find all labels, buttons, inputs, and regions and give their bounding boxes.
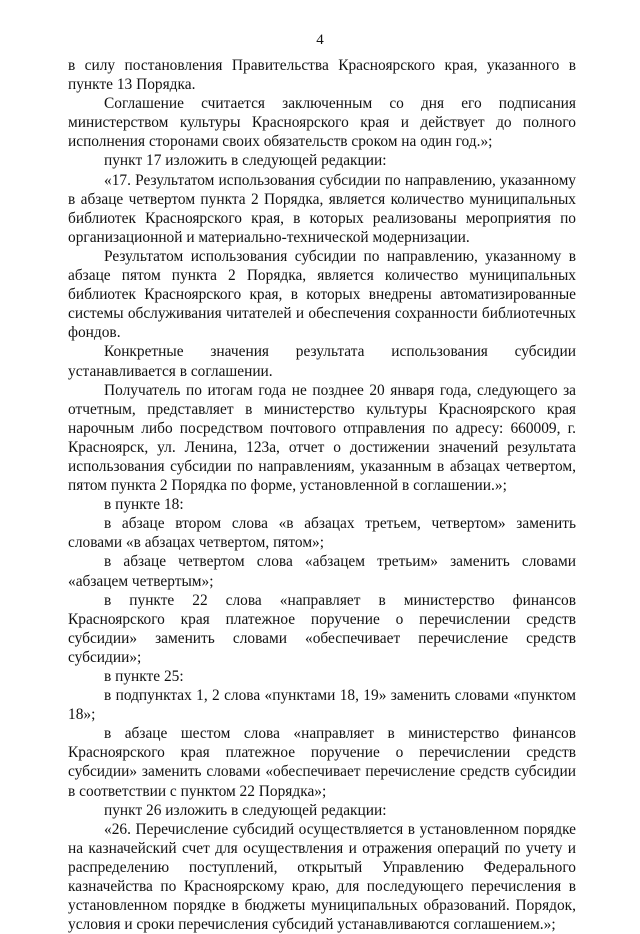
paragraph: в пункте 22 слова «направляет в министерство финансов Красноярского края платежное поручение о перечислении средств субсидии» заменить словами «обеспечивает перечисление средств субсидии»; [68, 591, 576, 666]
paragraph: в подпунктах 1, 2 слова «пунктами 18, 19» заменить словами «пунктом 18»; [68, 687, 576, 724]
paragraph: в абзаце четвертом слова «абзацем третьим» заменить словами «абзацем четвертым»; [68, 553, 576, 590]
paragraph: в пункте 18: [104, 496, 184, 514]
paragraph: «26. Перечисление субсидий осуществляется в установленном порядке на казначейский счет для осуществления и отражения операций по учету и распределению поступлений, открытый Управлению Федерального казначейства по Красноярскому краю, для последующего перечисления в установленном порядке в бюджеты муниципальных образований. Порядок, условия и сроки перечисления субсидий устанавливаются соглашением.»; [68, 820, 576, 934]
paragraph: в абзаце втором слова «в абзацах третьем, четвертом» заменить словами «в абзацах четвертом, пятом»; [68, 515, 576, 552]
paragraph: Конкретные значения результата использования субсидии устанавливается в соглашении. [68, 343, 576, 380]
paragraph: в силу постановления Правительства Красноярского края, указанного в пункте 13 Порядка. [68, 57, 576, 94]
page-number: 4 [316, 32, 324, 48]
paragraph: Результатом использования субсидии по направлению, указанному в абзаце пятом пункта 2 Порядка, является количество муниципальных библиотек Красноярского края, в которых внедрены автоматизированные системы обслуживания читателей и обеспечения сохранности библиотечных фондов. [68, 247, 576, 342]
paragraph: в пункте 25: [104, 668, 184, 685]
paragraph: в абзаце шестом слова «направляет в министерство финансов Красноярского края платежное поручение о перечислении средств субсидии» заменить словами «обеспечивает перечисление средств субсидии в соответствии с пунктом 22 Порядка»; [68, 725, 576, 800]
paragraph: «17. Результатом использования субсидии по направлению, указанному в абзаце четвертом пункта 2 Порядка, является количество муниципальных библиотек Красноярского края, в которых реализованы мероприятия по организационной и материально-технической модернизации. [68, 171, 576, 246]
paragraph: Соглашение считается заключенным со дня его подписания министерством культуры Красноярского края и действует до полного исполнения сторонами своих обязательств сроком на один год.»; [68, 95, 576, 151]
document-body [68, 56, 576, 934]
paragraph: пункт 17 изложить в следующей редакции: [104, 152, 387, 170]
paragraph: пункт 26 изложить в следующей редакции: [104, 801, 387, 819]
paragraph: Получатель по итогам года не позднее 20 января года, следующего за отчетным, представляет в министерство культуры Красноярского края нарочным либо посредством почтового отправления по адресу: 660009, г. Красноярск, ул. Ленина, 123а, отчет о достижении значений результата использования субсидии по направлениям, указанным в абзацах четвертом, пятом пункта 2 Порядка по форме, установленной в соглашении.»; [68, 381, 576, 495]
